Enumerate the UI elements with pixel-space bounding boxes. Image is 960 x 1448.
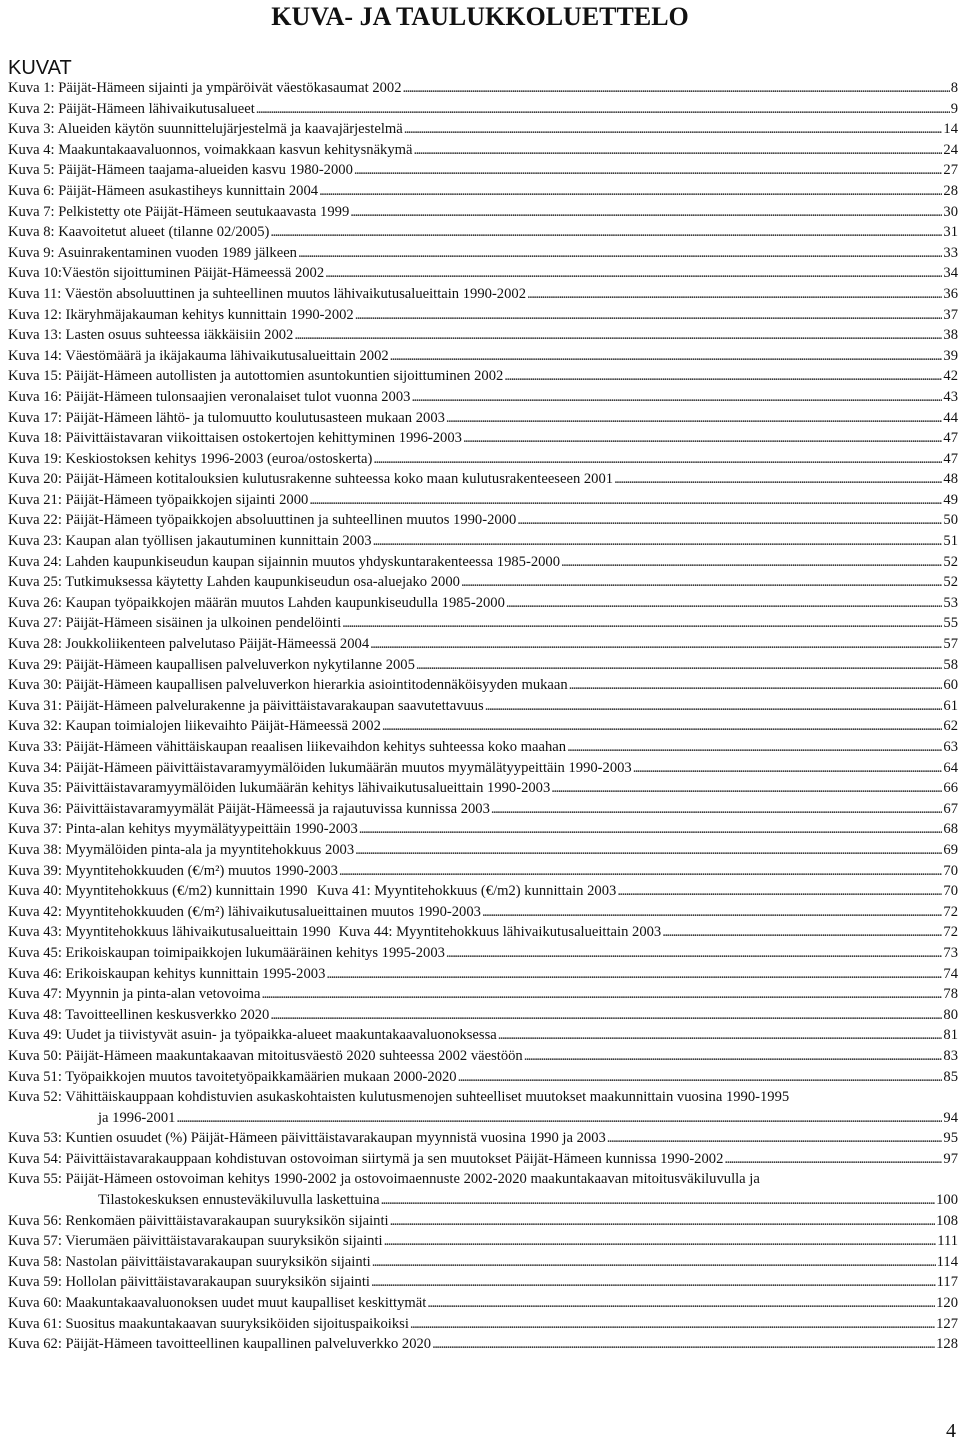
toc-entry-title: Kuva 46: Erikoiskaupan kehitys kunnittain 1995-2003 xyxy=(8,965,326,982)
toc-entry[interactable] xyxy=(8,1025,958,1046)
toc-entry-title: Kuva 22: Päijät-Hämeen työpaikkojen absoluuttinen ja suhteellinen muutos 1990-2000 xyxy=(8,512,517,529)
toc-entry-page: 50 xyxy=(943,512,958,529)
dot-leader xyxy=(567,737,942,758)
toc-entry[interactable] xyxy=(8,819,958,840)
toc-entry-page: 70 xyxy=(943,862,958,879)
toc-entry-title: Kuva 56: Renkomäen päivittäistavarakaupan suuryksikön sijainti xyxy=(8,1212,389,1229)
toc-entry-page: 8 xyxy=(950,80,958,96)
dot-leader xyxy=(350,202,942,223)
dot-leader xyxy=(485,696,943,717)
toc-entry-page: 97 xyxy=(943,1150,958,1167)
dot-leader xyxy=(524,1046,943,1067)
toc-entry-title: Kuva 59: Hollolan päivittäistavarakaupan suuryksikön sijainti xyxy=(8,1274,370,1291)
dot-leader xyxy=(517,510,942,531)
toc-entry[interactable] xyxy=(8,140,958,161)
toc-entry[interactable] xyxy=(8,613,958,634)
dot-leader xyxy=(359,819,943,840)
dot-leader xyxy=(381,1190,936,1211)
toc-entry[interactable] xyxy=(8,1231,958,1252)
toc-entry[interactable] xyxy=(8,346,958,367)
toc-entry[interactable] xyxy=(8,1314,958,1335)
dot-leader xyxy=(390,346,943,367)
toc-entry[interactable] xyxy=(8,675,958,696)
toc-entry-page: 48 xyxy=(943,471,958,488)
toc-entry-title-continued: Tilastokeskuksen ennusteväkiluvulla laskettuina xyxy=(98,1192,380,1209)
toc-entry-page: 39 xyxy=(943,347,958,364)
toc-entry-title: Kuva 6: Päijät-Hämeen asukastiheys kunnittain 2004 xyxy=(8,182,319,199)
toc-entry[interactable] xyxy=(8,922,958,943)
toc-entry-title: Kuva 23: Kaupan alan työllisen jakautuminen kunnittain 2003 xyxy=(8,533,372,550)
toc-entry-page: 72 xyxy=(943,903,958,920)
toc-entry-title: Kuva 25: Tutkimuksessa käytetty Lahden kaupunkiseudun osa-aluejako 2000 xyxy=(8,574,460,591)
toc-entry-title: Kuva 14: Väestömäärä ja ikäjakauma lähivaikutusalueittain 2002 xyxy=(8,347,389,364)
toc-entry[interactable] xyxy=(8,119,958,140)
dot-leader xyxy=(326,964,942,985)
toc-entry[interactable] xyxy=(8,964,958,985)
dot-leader xyxy=(551,778,942,799)
toc-entry-page: 27 xyxy=(943,162,958,179)
toc-entry-page: 83 xyxy=(943,1047,958,1064)
toc-entry-page: 62 xyxy=(943,718,958,735)
toc-entry[interactable] xyxy=(8,408,958,429)
dot-leader xyxy=(416,655,943,676)
toc-entry[interactable] xyxy=(8,881,958,902)
toc-entry-page: 49 xyxy=(943,491,958,508)
toc-entry-title-continued: ja 1996-2001 xyxy=(98,1109,176,1126)
toc-entry-page: 53 xyxy=(943,594,958,611)
dot-leader xyxy=(662,922,942,943)
dot-leader xyxy=(614,469,942,490)
toc-entry-title: Kuva 38: Myymälöiden pinta-ala ja myyntitehokkuus 2003 xyxy=(8,841,355,858)
dot-leader xyxy=(561,552,942,573)
toc-entry[interactable] xyxy=(8,902,958,923)
toc-entry[interactable] xyxy=(8,716,958,737)
toc-entry[interactable] xyxy=(8,943,958,964)
toc-entry-title: Kuva 27: Päijät-Hämeen sisäinen ja ulkoinen pendelöinti xyxy=(8,615,342,632)
toc-entry[interactable] xyxy=(8,1211,958,1232)
dot-leader xyxy=(390,1211,936,1232)
dot-leader xyxy=(355,305,943,326)
toc-entry-page: 120 xyxy=(936,1295,958,1312)
toc-entry-title: Kuva 21: Päijät-Hämeen työpaikkojen sijainti 2000 xyxy=(8,491,309,508)
toc-entry-title: Kuva 3: Alueiden käytön suunnittelujärjestelmä ja kaavajärjestelmä xyxy=(8,121,403,138)
toc-entry-page: 114 xyxy=(936,1253,958,1270)
toc-entry-title: Kuva 7: Pelkistetty ote Päijät-Hämeen seutukaavasta 1999 xyxy=(8,203,350,220)
toc-entry[interactable] xyxy=(8,1293,958,1314)
toc-entry-page: 34 xyxy=(943,265,958,282)
dot-leader xyxy=(491,799,943,820)
toc-entry[interactable] xyxy=(8,799,958,820)
toc-entry-title: Kuva 49: Uudet ja tiivistyvät asuin- ja työpaikka-alueet maakuntakaavaluonoksessa xyxy=(8,1027,497,1044)
toc-entry-title: Kuva 15: Päijät-Hämeen autollisten ja autottomien asuntokuntien sijoittuminen 2002 xyxy=(8,368,504,385)
toc-entry-page: 68 xyxy=(943,821,958,838)
dot-leader xyxy=(432,1334,935,1355)
toc-entry-title: Kuva 53: Kuntien osuudet (%) Päijät-Hämeen päivittäistavarakaupan myynnistä vuosina 1990 ja 2003 xyxy=(8,1130,606,1147)
dot-leader xyxy=(404,119,943,140)
toc-entry[interactable] xyxy=(8,552,958,573)
dot-leader xyxy=(298,243,942,264)
dot-leader xyxy=(373,449,942,470)
dot-leader xyxy=(461,572,942,593)
dot-leader xyxy=(633,758,943,779)
toc-entry[interactable] xyxy=(8,758,958,779)
dot-leader xyxy=(527,284,942,305)
toc-entry-title: Kuva 36: Päivittäistavaramyymälät Päijät-Hämeessä ja rajautuvissa kunnissa 2003 xyxy=(8,800,490,817)
toc-entry-page: 117 xyxy=(936,1274,958,1291)
toc-entry-title: Kuva 43: Myyntitehokkuus lähivaikutusalueittain 1990 xyxy=(8,924,331,941)
toc-entry-page: 14 xyxy=(943,121,958,138)
toc-entry-title: Kuva 47: Myynnin ja pinta-alan vetovoima xyxy=(8,986,261,1003)
toc-entry[interactable] xyxy=(8,222,958,243)
toc-entry-title-second: Kuva 41: Myyntitehokkuus (€/m2) kunnittain 2003 xyxy=(316,883,617,900)
toc-entry-page: 67 xyxy=(943,800,958,817)
dot-leader xyxy=(427,1293,935,1314)
toc-entry-page: 94 xyxy=(943,1109,958,1126)
toc-entry-page: 37 xyxy=(943,306,958,323)
dot-leader xyxy=(411,387,942,408)
toc-entry-title: Kuva 18: Päivittäistavaran viikoittaisen ostokertojen kehittyminen 1996-2003 xyxy=(8,430,462,447)
toc-entry-page: 47 xyxy=(943,450,958,467)
toc-entry-page: 81 xyxy=(943,1027,958,1044)
dot-leader xyxy=(319,181,942,202)
dot-leader xyxy=(339,861,943,882)
toc-entry-title: Kuva 16: Päijät-Hämeen tulonsaajien veronalaiset tulot vuonna 2003 xyxy=(8,388,411,405)
dot-leader xyxy=(504,366,942,387)
toc-entry-title: Kuva 20: Päijät-Hämeen kotitalouksien kulutusrakenne suhteessa koko maan kulutusrakenteeseen 2001 xyxy=(8,471,614,488)
dot-leader xyxy=(373,531,943,552)
page-number: 4 xyxy=(946,1420,956,1442)
toc-entry-page: 28 xyxy=(943,182,958,199)
toc-entry-page: 64 xyxy=(943,759,958,776)
toc-entry-page: 74 xyxy=(943,965,958,982)
dot-leader xyxy=(370,634,942,655)
toc-entry-page: 100 xyxy=(936,1192,958,1209)
toc-entry-title: Kuva 57: Vierumäen päivittäistavarakaupan suuryksikön sijainti xyxy=(8,1233,383,1250)
toc-entry-page: 38 xyxy=(943,327,958,344)
toc-entry-page: 70 xyxy=(943,883,958,900)
toc-entry-title: Kuva 58: Nastolan päivittäistavarakaupan suuryksikön sijainti xyxy=(8,1253,371,1270)
toc-entry[interactable] xyxy=(8,78,958,99)
toc-entry[interactable] xyxy=(8,655,958,676)
toc-entry[interactable] xyxy=(8,181,958,202)
toc-entry-page: 61 xyxy=(943,697,958,714)
toc-entry[interactable] xyxy=(8,305,958,326)
toc-entry-page: 42 xyxy=(943,368,958,385)
dot-leader xyxy=(482,902,942,923)
toc-entry[interactable] xyxy=(8,1087,958,1128)
dot-leader xyxy=(372,1252,936,1273)
toc-entry-title: Kuva 24: Lahden kaupunkiseudun kaupan sijainnin muutos yhdyskuntarakenteessa 1985-2000 xyxy=(8,553,561,570)
toc-entry-title: Kuva 11: Väestön absoluuttinen ja suhteellinen muutos lähivaikutusalueittain 1990-2002 xyxy=(8,285,526,302)
dot-leader xyxy=(176,1108,942,1129)
toc-entry-page: 47 xyxy=(943,430,958,447)
toc-entry-title: Kuva 29: Päijät-Hämeen kaupallisen palveluverkon nykytilanne 2005 xyxy=(8,656,415,673)
dot-leader xyxy=(382,716,943,737)
toc-entry-page: 55 xyxy=(943,615,958,632)
toc-entry-page: 30 xyxy=(943,203,958,220)
toc-entry-title: Kuva 55: Päijät-Hämeen ostovoiman kehitys 1990-2002 ja ostovoimaennuste 2002-2020 maakuntakaavan mitoitusväkiluvulla ja xyxy=(8,1171,760,1188)
toc-entry-title: Kuva 35: Päivittäistavaramyymälöiden lukumäärän kehitys lähivaikutusalueittain 1990-2003 xyxy=(8,780,551,797)
toc-entry-title: Kuva 42: Myyntitehokkuuden (€/m²) lähivaikutusalueittainen muutos 1990-2003 xyxy=(8,903,481,920)
toc-entry[interactable] xyxy=(8,490,958,511)
toc-entry-page: 58 xyxy=(943,656,958,673)
toc-entry[interactable] xyxy=(8,572,958,593)
dot-leader xyxy=(342,613,942,634)
toc-entry-page: 127 xyxy=(936,1315,958,1332)
toc-entry-page: 36 xyxy=(943,285,958,302)
toc-entry[interactable] xyxy=(8,1046,958,1067)
toc-entry-page: 108 xyxy=(936,1212,958,1229)
toc-entry[interactable] xyxy=(8,202,958,223)
toc-entry[interactable] xyxy=(8,840,958,861)
toc-entry[interactable] xyxy=(8,1067,958,1088)
toc-entry-title: Kuva 54: Päivittäistavarakauppaan kohdistuvan ostovoiman siirtymä ja sen muutokset Päijät-Hämeen kunnissa 1990-2002 xyxy=(8,1150,724,1167)
toc-entry-page: 69 xyxy=(943,841,958,858)
toc-entry[interactable] xyxy=(8,510,958,531)
dot-leader xyxy=(413,140,942,161)
toc-entry-page: 80 xyxy=(943,1006,958,1023)
toc-entry-page: 44 xyxy=(943,409,958,426)
toc-entry-title: Kuva 51: Työpaikkojen muutos tavoitetyöpaikkamäärien mukaan 2000-2020 xyxy=(8,1068,457,1085)
toc-entry-title: Kuva 5: Päijät-Hämeen taajama-alueiden kasvu 1980-2000 xyxy=(8,162,353,179)
toc-entry-page: 63 xyxy=(943,739,958,755)
toc-entry-title: Kuva 9: Asuinrakentaminen vuoden 1989 jälkeen xyxy=(8,244,297,261)
toc-entry-title: Kuva 52: Vähittäiskauppaan kohdistuvien asukaskohtaisten kulutusmenojen suhteelliset muutokset maakunnittain vuosina 1990-1995 xyxy=(8,1089,790,1106)
toc-entry[interactable] xyxy=(8,1334,958,1355)
toc-entry-page: 85 xyxy=(943,1068,958,1085)
toc-entry-page: 128 xyxy=(936,1336,958,1353)
dot-leader xyxy=(463,428,942,449)
dot-leader xyxy=(410,1314,935,1335)
toc-entry-title: Kuva 17: Päijät-Hämeen lähtö- ja tulomuutto koulutusasteen mukaan 2003 xyxy=(8,409,445,426)
toc-entry[interactable] xyxy=(8,1149,958,1170)
toc-entry[interactable] xyxy=(8,984,958,1005)
toc-entry-title: Kuva 61: Suositus maakuntakaavan suuryksiköiden sijoituspaikoiksi xyxy=(8,1315,409,1332)
dot-leader xyxy=(617,881,942,902)
toc-entry-title: Kuva 30: Päijät-Hämeen kaupallisen palveluverkon hierarkia asiointitodennäköisyyden mukaan xyxy=(8,677,568,694)
toc-entry[interactable] xyxy=(8,778,958,799)
dot-leader xyxy=(325,263,942,284)
toc-entry[interactable] xyxy=(8,1252,958,1273)
dot-leader xyxy=(607,1128,943,1149)
toc-entry[interactable] xyxy=(8,861,958,882)
dot-leader xyxy=(446,408,942,429)
toc-entry[interactable] xyxy=(8,531,958,552)
dot-leader xyxy=(309,490,942,511)
dot-leader xyxy=(506,593,943,614)
dot-leader xyxy=(498,1025,943,1046)
toc-entry-title: Kuva 1: Päijät-Hämeen sijainti ja ympäröivät väestökasaumat 2002 xyxy=(8,80,402,96)
toc-entry-title: Kuva 4: Maakuntakaavaluonnos, voimakkaan kasvun kehitysnäkymä xyxy=(8,141,413,158)
toc-entry-title: Kuva 26: Kaupan työpaikkojen määrän muutos Lahden kaupunkiseudulla 1985-2000 xyxy=(8,594,505,611)
table-of-contents xyxy=(8,78,958,1355)
toc-entry[interactable] xyxy=(8,634,958,655)
toc-entry-page: 52 xyxy=(943,553,958,570)
toc-entry-title: Kuva 40: Myyntitehokkuus (€/m2) kunnittain 1990 xyxy=(8,883,308,900)
toc-entry-title: Kuva 8: Kaavoitetut alueet (tilanne 02/2005) xyxy=(8,224,270,241)
toc-entry-title: Kuva 10:Väestön sijoittuminen Päijät-Hämeessä 2002 xyxy=(8,265,325,282)
dot-leader xyxy=(270,222,942,243)
toc-entry-page: 31 xyxy=(943,224,958,241)
toc-entry-page: 51 xyxy=(943,533,958,550)
toc-entry-title: Kuva 37: Pinta-alan kehitys myymälätyypeittäin 1990-2003 xyxy=(8,821,358,838)
toc-entry-title: Kuva 34: Päijät-Hämeen päivittäistavaramyymälöiden lukumäärän muutos myymälätyypeittäin 1990-2003 xyxy=(8,759,632,776)
toc-entry-title: Kuva 12: Ikäryhmäjakauman kehitys kunnittain 1990-2002 xyxy=(8,306,354,323)
section-heading: KUVAT xyxy=(8,57,72,79)
toc-entry[interactable] xyxy=(8,160,958,181)
dot-leader xyxy=(270,1005,942,1026)
toc-entry-title: Kuva 62: Päijät-Hämeen tavoitteellinen kaupallinen palveluverkko 2020 xyxy=(8,1336,432,1353)
toc-entry-title: Kuva 19: Keskiostoksen kehitys 1996-2003 (euroa/ostoskerta) xyxy=(8,450,373,467)
toc-entry-title: Kuva 2: Päijät-Hämeen lähivaikutusalueet xyxy=(8,100,255,117)
toc-entry[interactable] xyxy=(8,1272,958,1293)
toc-entry-title: Kuva 28: Joukkoliikenteen palvelutaso Päijät-Hämeessä 2004 xyxy=(8,636,370,653)
dot-leader xyxy=(256,99,950,120)
toc-entry-page: 95 xyxy=(943,1130,958,1147)
toc-entry[interactable] xyxy=(8,737,958,758)
toc-entry-page: 73 xyxy=(943,944,958,961)
dot-leader xyxy=(446,943,942,964)
toc-entry[interactable] xyxy=(8,263,958,284)
dot-leader xyxy=(458,1067,943,1088)
toc-entry[interactable] xyxy=(8,469,958,490)
dot-leader xyxy=(294,325,942,346)
toc-entry[interactable] xyxy=(8,449,958,470)
toc-entry[interactable] xyxy=(8,1128,958,1149)
dot-leader xyxy=(371,1272,936,1293)
toc-entry[interactable] xyxy=(8,325,958,346)
toc-entry-title: Kuva 33: Päijät-Hämeen vähittäiskaupan reaalisen liikevaihdon kehitys suhteessa koko maahan xyxy=(8,739,567,755)
dot-leader xyxy=(262,984,943,1005)
dot-leader xyxy=(354,160,943,181)
toc-entry[interactable] xyxy=(8,284,958,305)
toc-entry[interactable] xyxy=(8,1005,958,1026)
dot-leader xyxy=(403,78,950,99)
toc-entry-page: 24 xyxy=(943,141,958,158)
toc-entry[interactable] xyxy=(8,1169,958,1210)
dot-leader xyxy=(569,675,943,696)
toc-entry[interactable] xyxy=(8,243,958,264)
dot-leader xyxy=(724,1149,942,1170)
toc-entry-title: Kuva 45: Erikoiskaupan toimipaikkojen lukumääräinen kehitys 1995-2003 xyxy=(8,944,445,961)
toc-entry-title: Kuva 32: Kaupan toimialojen liikevaihto Päijät-Hämeessä 2002 xyxy=(8,718,381,735)
toc-entry-page: 72 xyxy=(943,924,958,941)
toc-entry-page: 52 xyxy=(943,574,958,591)
toc-entry[interactable] xyxy=(8,593,958,614)
toc-entry[interactable] xyxy=(8,99,958,120)
toc-entry-page: 66 xyxy=(943,780,958,797)
toc-entry[interactable] xyxy=(8,366,958,387)
toc-entry-title: Kuva 60: Maakuntakaavaluonoksen uudet muut kaupalliset keskittymät xyxy=(8,1295,427,1312)
toc-entry-title: Kuva 31: Päijät-Hämeen palvelurakenne ja päivittäistavarakaupan saavutettavuus xyxy=(8,697,484,714)
page-title: KUVA- JA TAULUKKOLUETTELO xyxy=(271,2,689,31)
toc-entry-page: 9 xyxy=(950,100,958,117)
toc-entry-page: 33 xyxy=(943,244,958,261)
toc-entry-title: Kuva 48: Tavoitteellinen keskusverkko 2020 xyxy=(8,1006,270,1023)
toc-entry-title: Kuva 50: Päijät-Hämeen maakuntakaavan mitoitusväestö 2020 suhteessa 2002 väestöön xyxy=(8,1047,523,1064)
toc-entry-title: Kuva 39: Myyntitehokkuuden (€/m²) muutos 1990-2003 xyxy=(8,862,338,879)
toc-entry-page: 78 xyxy=(943,986,958,1003)
toc-entry-page: 60 xyxy=(943,677,958,694)
toc-entry[interactable] xyxy=(8,428,958,449)
toc-entry-page: 111 xyxy=(937,1233,958,1250)
toc-entry[interactable] xyxy=(8,696,958,717)
toc-entry-title: Kuva 13: Lasten osuus suhteessa iäkkäisiin 2002 xyxy=(8,327,294,344)
dot-leader xyxy=(355,840,942,861)
dot-leader xyxy=(384,1231,937,1252)
toc-entry-page: 57 xyxy=(943,636,958,653)
toc-entry-page: 43 xyxy=(943,388,958,405)
toc-entry[interactable] xyxy=(8,387,958,408)
toc-entry-title-second: Kuva 44: Myyntitehokkuus lähivaikutusalueittain 2003 xyxy=(338,924,662,941)
